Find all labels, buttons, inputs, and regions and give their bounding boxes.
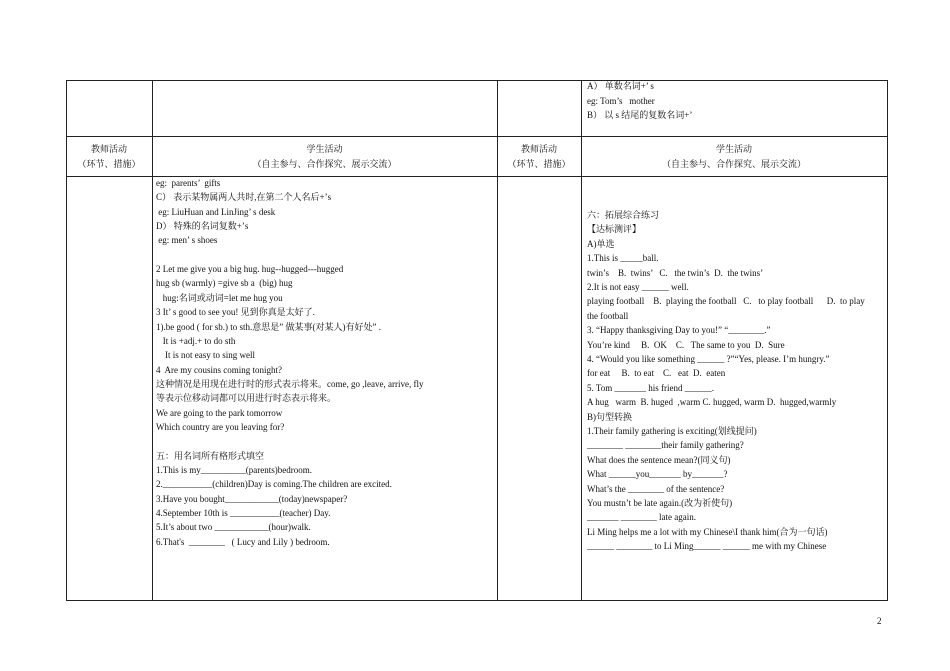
- text-line: 5.It’s about two ____________(hour)walk.: [156, 522, 311, 533]
- table-top-border: [66, 80, 887, 81]
- border-right: [887, 80, 888, 601]
- text-line: 3 It’ s good to see you! 见到你真是太好了.: [156, 307, 315, 318]
- text-line: eg: parents’ gifts: [156, 178, 221, 188]
- text-line: 1.This is _____ball.: [587, 253, 659, 264]
- text-line: 3. “Happy thanksgiving Day to you!” “________.”: [587, 325, 771, 336]
- text-line: Li Ming helps me a lot with my Chinese\I thank him(合为一句话): [587, 526, 828, 537]
- text-line: 【达标测评】: [587, 224, 642, 235]
- top-right-line: A） 单数名词+’ s: [587, 81, 654, 91]
- text-line: twin’s B. twins’ C. the twin’s D. the twins’: [587, 267, 764, 278]
- text-line: It is +adj.+ to do sth: [156, 335, 236, 346]
- text-line: 3.Have you bought____________(today)newspaper?: [156, 493, 348, 504]
- text-line: eg: men’ s shoes: [156, 235, 218, 246]
- text-line: C） 表示某物属两人共时,在第二个人名后+’s: [156, 192, 332, 203]
- text-line: 5. Tom _______ his friend ______.: [587, 382, 714, 393]
- text-line: for eat B. to eat C. eat D. eaten: [587, 368, 726, 379]
- student-header-sub: （自主参与、合作探究、展示交流）: [252, 159, 397, 169]
- text-line: Which country are you leaving for?: [156, 421, 285, 432]
- header-top-border: [66, 136, 887, 137]
- text-line: 4 Are my cousins coming tonight?: [156, 364, 282, 375]
- page-number: 2: [877, 616, 882, 626]
- teacher-header-title: 教师活动: [90, 144, 127, 154]
- text-line: ______ ________ to Li Ming______ ______ me with my Chinese: [587, 541, 827, 552]
- text-line: 这种情况是用现在进行时的形式表示将来。come, go ,leave, arrive, fly: [156, 378, 424, 389]
- text-line: A)单选: [587, 238, 615, 249]
- text-line: 1.This is my__________(parents)bedroom.: [156, 465, 312, 475]
- text-line: 4.September 10th is ___________(teacher) Day.: [156, 508, 331, 519]
- table-bottom-border: [66, 600, 887, 601]
- text-line: 2.___________(children)Day is coming.The children are excited.: [156, 479, 392, 490]
- text-line: 1).be good ( for sb.) to sth.意思是” 做某事(对某人)有好处” .: [156, 321, 381, 332]
- text-line: playing football B. playing the football C. to play football D. to play: [587, 296, 865, 307]
- teacher-header-sub-right: （环节、措施）: [507, 159, 571, 169]
- text-line: What’s the ________ of the sentence?: [587, 483, 725, 494]
- text-line: It is not easy to sing well: [156, 350, 255, 361]
- text-line: 六：拓展综合练习: [587, 210, 660, 220]
- text-line: 2.It is not easy ______ well.: [587, 282, 689, 292]
- text-line: 4. “Would you like something ______ ?”“Yes, please. I’m hungry.”: [587, 354, 830, 364]
- text-line: D） 特殊的名词复数+’s: [156, 221, 249, 232]
- text-line: A hug warm B. huged ,warm C. hugged, warm D. hugged,warmly: [587, 397, 837, 408]
- top-right-line: eg: Tom’s mother: [587, 96, 655, 106]
- student-header-sub-right: （自主参与、合作探究、展示交流）: [661, 159, 806, 169]
- text-line: ________ ________their family gathering?: [587, 440, 744, 451]
- text-line: hug sb (warmly) =give sb a (big) hug: [156, 278, 293, 289]
- text-line: the football: [587, 310, 629, 321]
- teacher-header-title-right: 教师活动: [520, 144, 557, 154]
- text-line: B)句型转换: [587, 411, 633, 422]
- text-line: What does the sentence mean?(同义句): [587, 454, 731, 465]
- student-header-title-right: 学生活动: [715, 144, 752, 154]
- text-line: hug:名词或动词=let me hug you: [156, 292, 283, 303]
- text-line: _______ ________ late again.: [587, 512, 696, 523]
- teacher-header-sub: （环节、措施）: [77, 159, 141, 169]
- text-line: 五：用名词所有格形式填空: [156, 450, 265, 461]
- text-line: 2 Let me give you a big hug. hug--hugged---hugged: [156, 264, 344, 275]
- text-line: eg: LiuHuan and LinJing’ s desk: [156, 206, 276, 217]
- text-line: 1.Their family gathering is exciting(划线提问): [587, 426, 757, 436]
- text-line: What ______you_______ by_______?: [587, 469, 728, 480]
- text-line: You’re kind B. OK C. The same to you D. Sure: [587, 339, 785, 350]
- text-line: We are going to the park tomorrow: [156, 407, 283, 418]
- text-line: 等表示位移动词都可以用进行时态表示将来。: [156, 393, 337, 404]
- text-line: You mustn’t be late again.(改为祈使句): [587, 498, 733, 508]
- text-line: 6.That's ________ ( Lucy and Lily ) bedroom.: [156, 536, 330, 547]
- top-right-line: B） 以 s 结尾的复数名词+’: [587, 110, 693, 120]
- student-header-title: 学生活动: [306, 144, 343, 154]
